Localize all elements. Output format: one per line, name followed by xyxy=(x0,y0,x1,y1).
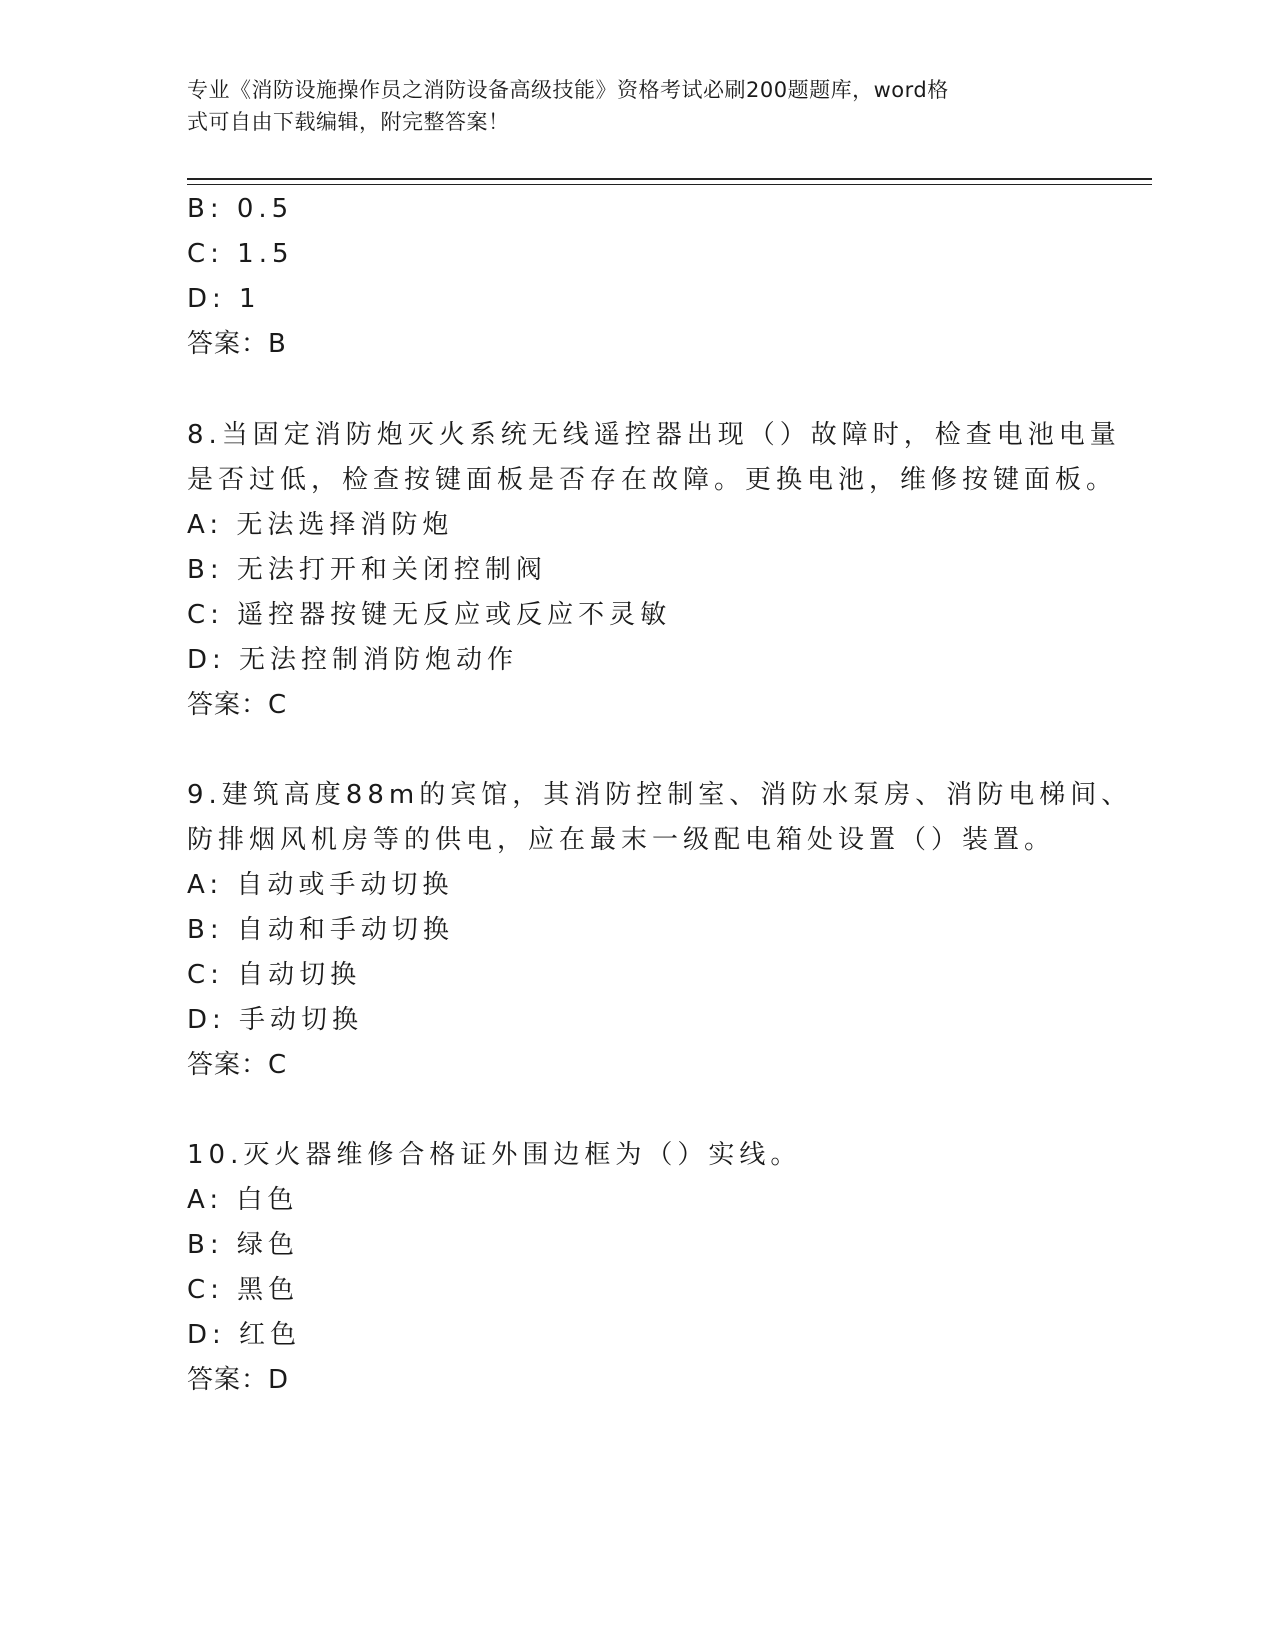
q10-option-d: D: 红色 xyxy=(187,1320,302,1350)
q9-option-d: D: 手动切换 xyxy=(187,1005,364,1035)
q9-option-a: A: 自动或手动切换 xyxy=(187,870,454,900)
q9-option-b: B: 自动和手动切换 xyxy=(187,915,454,945)
q10-stem-line-1: 10.灭火器维修合格证外围边框为（）实线。 xyxy=(187,1140,802,1170)
q8-answer: 答案：C xyxy=(187,690,288,720)
document-header xyxy=(187,74,1067,138)
q9-stem-line-2: 防排烟风机房等的供电，应在最末一级配电箱处设置（）装置。 xyxy=(187,825,1056,855)
q10-option-c: C: 黑色 xyxy=(187,1275,300,1305)
header-line-2: 式可自由下载编辑，附完整答案！ xyxy=(187,110,510,134)
header-line-1: 专业《消防设施操作员之消防设备高级技能》资格考试必刷200题题库，word格 xyxy=(187,78,949,102)
q10-answer: 答案：D xyxy=(187,1365,290,1395)
q8-stem-line-2: 是否过低，检查按键面板是否存在故障。更换电池，维修按键面板。 xyxy=(187,465,1118,495)
q7-option-d: D: 1 xyxy=(187,284,261,314)
q9-answer: 答案：C xyxy=(187,1050,288,1080)
q9-option-c: C: 自动切换 xyxy=(187,960,362,990)
q7-option-c: C: 1.5 xyxy=(187,239,294,269)
q8-stem-line-1: 8.当固定消防炮灭火系统无线遥控器出现（）故障时，检查电池电量 xyxy=(187,420,1121,450)
q9-stem-line-1: 9.建筑高度88m的宾馆，其消防控制室、消防水泵房、消防电梯间、 xyxy=(187,780,1133,810)
header-divider-thick xyxy=(187,178,1152,180)
q10-option-b: B: 绿色 xyxy=(187,1230,299,1260)
header-divider-thin xyxy=(187,184,1152,185)
q7-answer: 答案：B xyxy=(187,329,287,359)
q10-option-a: A: 白色 xyxy=(187,1185,299,1215)
q8-option-a: A: 无法选择消防炮 xyxy=(187,510,454,540)
q8-option-c: C: 遥控器按键无反应或反应不灵敏 xyxy=(187,600,672,630)
q8-option-b: B: 无法打开和关闭控制阀 xyxy=(187,555,547,585)
q8-option-d: D: 无法控制消防炮动作 xyxy=(187,645,519,675)
q7-option-b: B: 0.5 xyxy=(187,194,294,224)
